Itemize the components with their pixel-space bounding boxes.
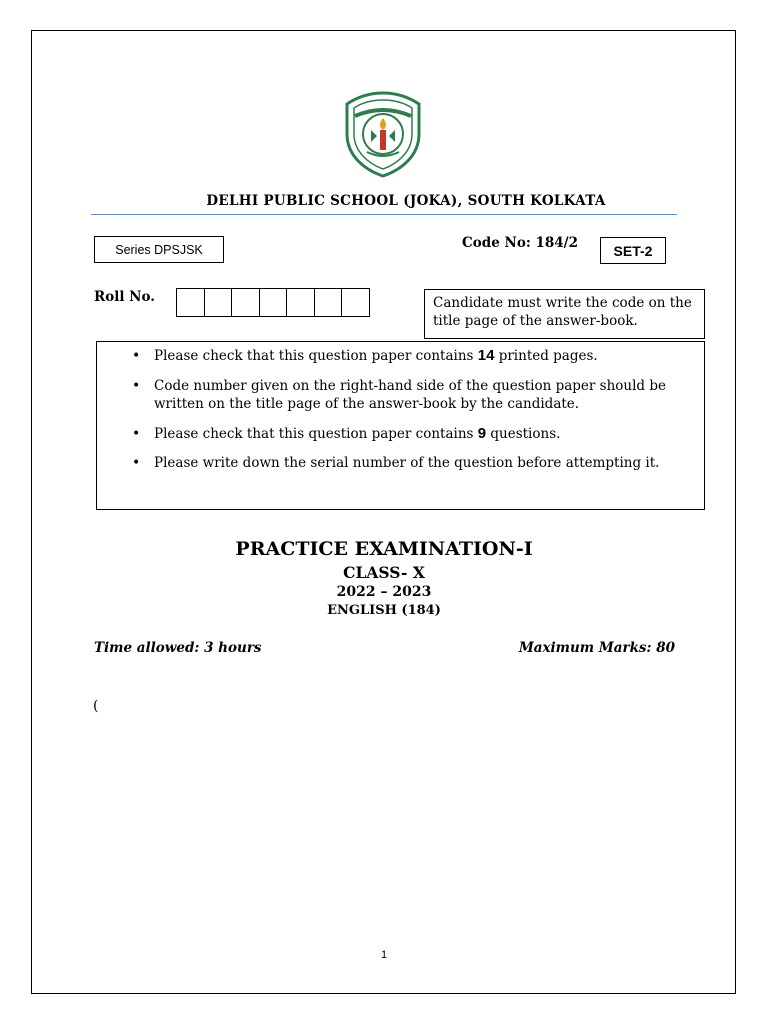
roll-number-boxes	[176, 288, 370, 317]
instructions-box	[96, 341, 705, 510]
set-box: SET-2	[600, 237, 666, 264]
stray-text: (	[93, 698, 99, 714]
roll-number-cell	[341, 288, 370, 317]
roll-number-cell	[231, 288, 260, 317]
candidate-note-box: Candidate must write the code on the title page of the answer-book.	[424, 289, 705, 339]
roll-number-cell	[259, 288, 288, 317]
instructions-list	[97, 342, 704, 473]
instruction-item: • Please write down the serial number of the question before attempting it.	[154, 454, 686, 473]
school-name: DELHI PUBLIC SCHOOL (JOKA), SOUTH KOLKATA	[206, 193, 606, 209]
exam-year: 2022 – 2023	[336, 584, 432, 600]
page-number: 1	[380, 949, 388, 961]
roll-number-label: Roll No.	[94, 289, 155, 305]
maximum-marks: Maximum Marks: 80	[518, 640, 675, 656]
instruction-item: • Please check that this question paper contains 14 printed pages.	[154, 347, 686, 366]
instruction-item: • Please check that this question paper contains 9 questions.	[154, 425, 686, 444]
header-rule	[91, 214, 677, 215]
series-box: Series DPSJSK	[94, 236, 224, 263]
roll-number-cell	[204, 288, 233, 317]
school-logo-icon	[341, 90, 425, 178]
roll-number-cell	[314, 288, 343, 317]
exam-subject: ENGLISH (184)	[327, 603, 441, 618]
roll-number-cell	[176, 288, 205, 317]
instruction-item: • Code number given on the right-hand side of the question paper should be written on the title page of the answer-book by the candidate.	[154, 377, 686, 414]
code-number: Code No: 184/2	[462, 235, 579, 251]
roll-number-cell	[286, 288, 315, 317]
time-allowed: Time allowed: 3 hours	[94, 640, 262, 656]
exam-title: PRACTICE EXAMINATION-I	[235, 538, 533, 560]
exam-class: CLASS- X	[343, 563, 425, 582]
